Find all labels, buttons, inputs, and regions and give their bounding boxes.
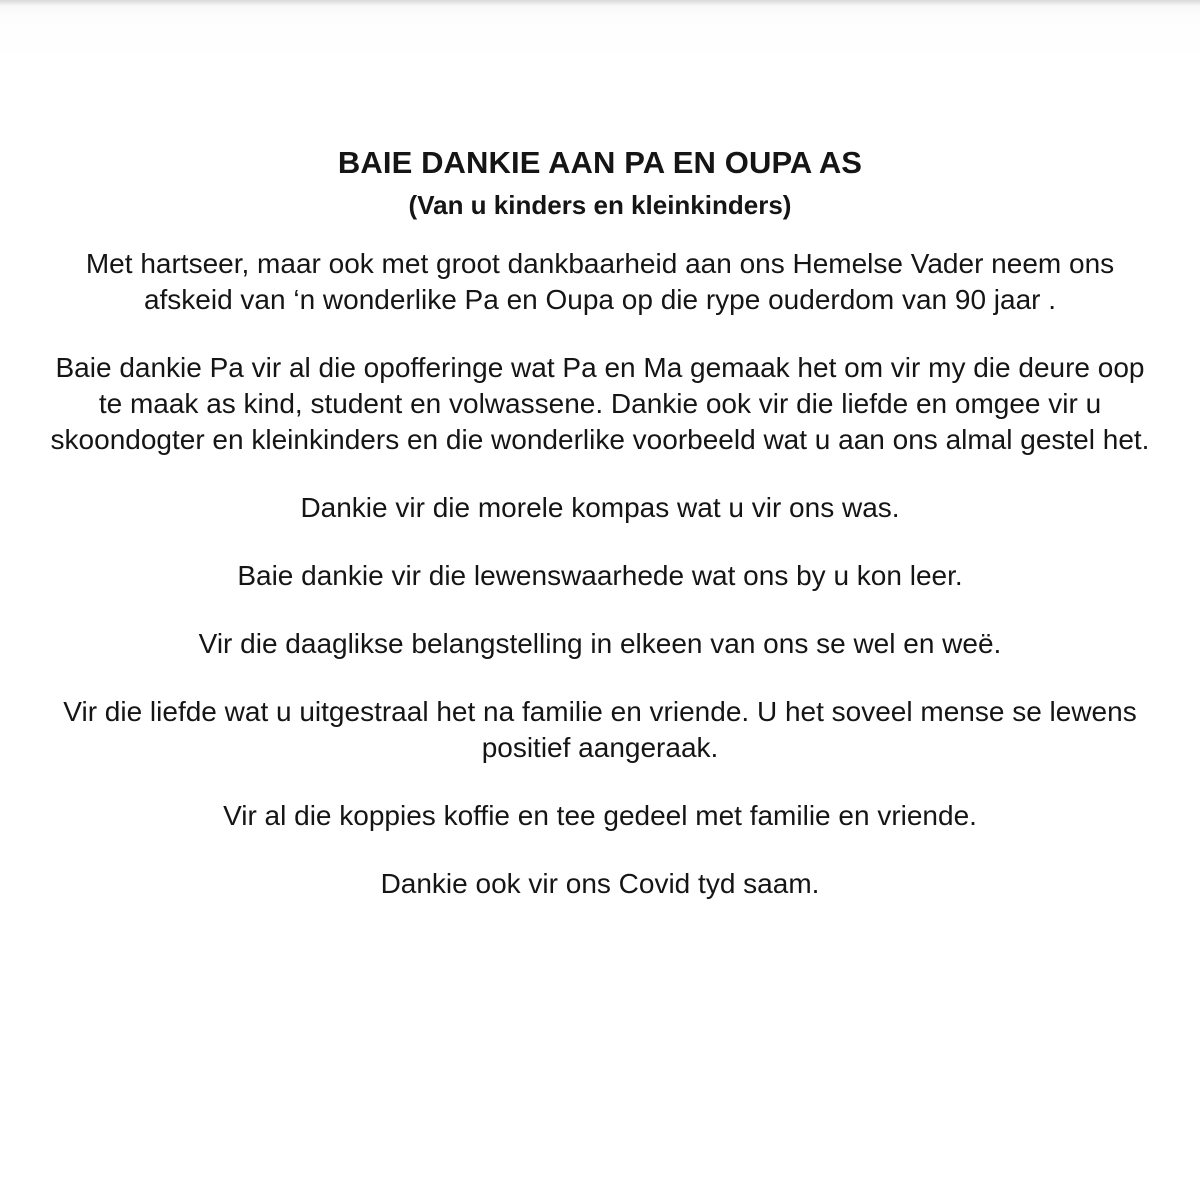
paragraph-6: Vir die liefde wat u uitgestraal het na familie en vriende. U het soveel mense se lewens positief aangeraak. xyxy=(63,696,1137,763)
paragraph-8: Dankie ook vir ons Covid tyd saam. xyxy=(380,868,820,899)
paragraph-4: Baie dankie vir die lewenswaarhede wat ons by u kon leer. xyxy=(237,560,963,591)
paragraph-3: Dankie vir die morele kompas wat u vir ons was. xyxy=(300,492,900,523)
paragraph-1: Met hartseer, maar ook met groot dankbaarheid aan ons Hemelse Vader neem ons afskeid van ‘n wonderlike Pa en Oupa op die rype ouderdom van 90 jaar . xyxy=(85,248,1115,315)
page-top-edge xyxy=(0,0,1200,6)
paragraph-2: Baie dankie Pa vir al die opofferinge wat Pa en Ma gemaak het om vir my die deure oop te maak as kind, student en volwassene. Dankie ook vir die liefde en omgee vir u skoondogter en kleinkinders en die wonderlike voorbeeld wat u aan ons almal gestel het. xyxy=(50,352,1150,455)
paragraph-5: Vir die daaglikse belangstelling in elkeen van ons se wel en weë. xyxy=(198,628,1002,659)
document-title: BAIE DANKIE AAN PA EN OUPA AS xyxy=(337,145,863,180)
document-body xyxy=(40,140,1160,934)
document-subtitle: (Van u kinders en kleinkinders) xyxy=(408,190,792,220)
paragraph-7: Vir al die koppies koffie en tee gedeel met familie en vriende. xyxy=(223,800,977,831)
